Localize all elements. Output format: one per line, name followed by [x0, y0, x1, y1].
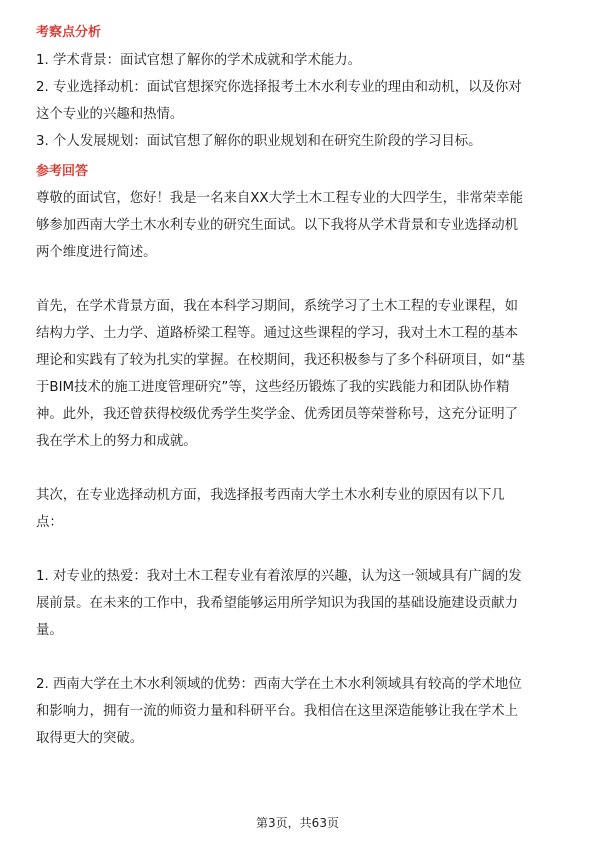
text-line: 和影响力，拥有一流的师资力量和科研平台。我相信在这里深造能够让我在学术上	[36, 704, 519, 719]
answer-paragraph	[36, 563, 566, 644]
analysis-heading: 考察点分析	[36, 25, 102, 40]
text-line: 其次，在专业选择动机方面，我选择报考西南大学土木水利专业的原因有以下几	[36, 488, 505, 503]
text-line: 展前景。在未来的工作中，我希望能够运用所学知识为我国的基础设施建设贡献力	[36, 596, 519, 611]
text-line: 3. 个人发展规划：面试官想了解你的职业规划和在研究生阶段的学习目标。	[36, 134, 482, 149]
answer-paragraph	[36, 185, 566, 266]
text-line: 量。	[36, 623, 63, 638]
analysis-item	[36, 74, 566, 128]
answer-paragraph	[36, 671, 566, 752]
text-line: 取得更大的突破。	[36, 731, 144, 746]
analysis-section	[36, 22, 566, 155]
text-line: 于BIM技术的施工进度管理研究”等，这些经历锻炼了我的实践能力和团队协作精	[36, 380, 510, 395]
text-line: 结构力学、土力学、道路桥梁工程等。通过这些课程的学习，我对土木工程的基本	[36, 326, 519, 341]
text-line: 这个专业的兴趣和热情。	[36, 107, 184, 122]
text-line: 够参加西南大学土木水利专业的研究生面试。以下我将从学术背景和专业选择动机	[36, 218, 519, 233]
answer-section	[36, 161, 566, 752]
text-line: 两个维度进行简述。	[36, 245, 157, 260]
text-line: 尊敬的面试官，您好！我是一名来自XX大学土木工程专业的大四学生，非常荣幸能	[36, 191, 524, 206]
answer-paragraph	[36, 482, 566, 536]
analysis-item	[36, 47, 566, 74]
text-line: 首先，在学术背景方面，我在本科学习期间，系统学习了土木工程的专业课程，如	[36, 299, 519, 314]
text-line: 2. 专业选择动机：面试官想探究你选择报考土木水利专业的理由和动机，以及你对	[36, 80, 522, 95]
page-number: 第3页，共63页	[256, 816, 339, 830]
text-line: 理论和实践有了较为扎实的掌握。在校期间，我还积极参与了多个科研项目，如“基	[36, 353, 525, 368]
text-line: 我在学术上的努力和成就。	[36, 434, 197, 449]
document-page	[36, 22, 566, 752]
answer-paragraph	[36, 293, 566, 455]
text-line: 1. 学术背景：面试官想了解你的学术成就和学术能力。	[36, 53, 362, 68]
text-line: 神。此外，我还曾获得校级优秀学生奖学金、优秀团员等荣誉称号，这充分证明了	[36, 407, 519, 422]
text-line: 1. 对专业的热爱：我对土木工程专业有着浓厚的兴趣，认为这一领域具有广阔的发	[36, 569, 522, 584]
text-line: 2. 西南大学在土木水利领域的优势：西南大学在土木水利领域具有较高的学术地位	[36, 677, 522, 692]
text-line: 点：	[36, 515, 63, 530]
answer-heading: 参考回答	[36, 164, 89, 179]
analysis-item	[36, 128, 566, 155]
